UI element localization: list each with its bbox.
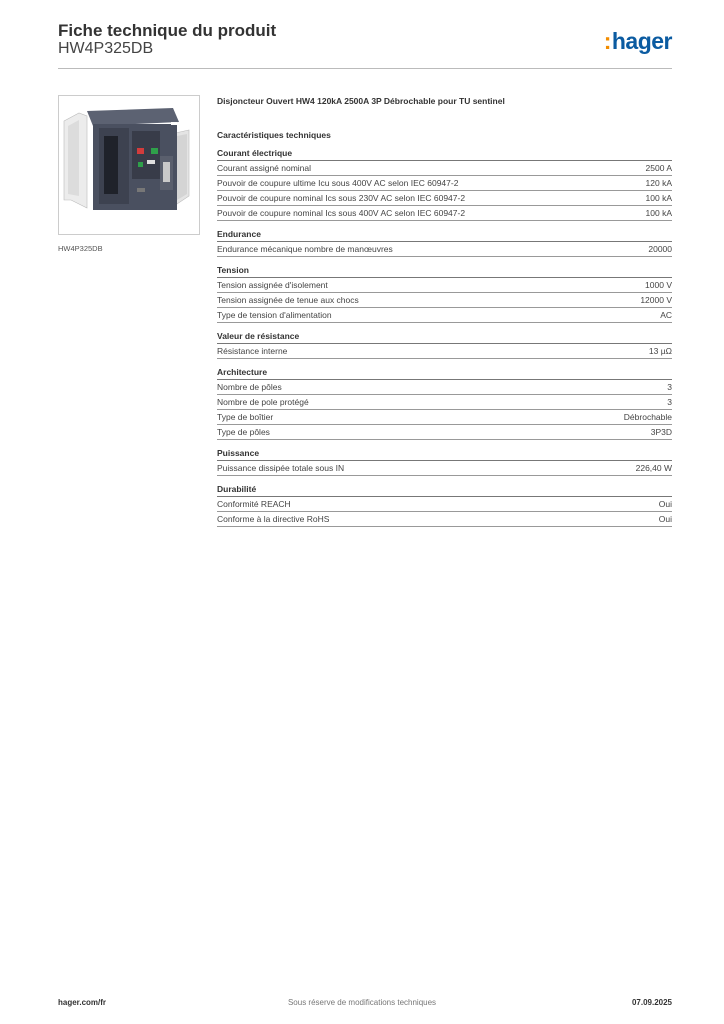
spec-label: Type de pôles bbox=[217, 427, 270, 437]
spec-row bbox=[217, 497, 672, 512]
spec-label: Pouvoir de coupure nominal Ics sous 400V AC selon IEC 60947-2 bbox=[217, 208, 466, 218]
spec-label: Pouvoir de coupure ultime Icu sous 400V AC selon IEC 60947-2 bbox=[217, 178, 459, 188]
spec-group-title: Courant électrique bbox=[217, 148, 672, 161]
spec-value: 100 kA bbox=[645, 208, 672, 218]
spec-group bbox=[217, 148, 672, 221]
circuit-breaker-product-photo-icon bbox=[59, 96, 199, 234]
spec-value: AC bbox=[660, 310, 672, 320]
spec-group-title: Puissance bbox=[217, 448, 672, 461]
spec-row bbox=[217, 206, 672, 221]
spec-row bbox=[217, 191, 672, 206]
spec-label: Type de boîtier bbox=[217, 412, 274, 422]
spec-value: 3P3D bbox=[650, 427, 672, 437]
spec-row bbox=[217, 161, 672, 176]
spec-label: Puissance dissipée totale sous IN bbox=[217, 463, 345, 473]
spec-row bbox=[217, 242, 672, 257]
spec-value: 3 bbox=[667, 397, 672, 407]
spec-group bbox=[217, 265, 672, 323]
spec-row bbox=[217, 461, 672, 476]
header-divider bbox=[58, 68, 672, 69]
spec-value: 1000 V bbox=[645, 280, 672, 290]
hager-logo bbox=[604, 28, 672, 55]
spec-row bbox=[217, 395, 672, 410]
spec-label: Conformité REACH bbox=[217, 499, 291, 509]
spec-row bbox=[217, 344, 672, 359]
product-image bbox=[58, 95, 200, 235]
spec-group-title: Endurance bbox=[217, 229, 672, 242]
spec-content bbox=[217, 96, 672, 527]
spec-label: Nombre de pole protégé bbox=[217, 397, 309, 407]
spec-group-title: Valeur de résistance bbox=[217, 331, 672, 344]
spec-row bbox=[217, 512, 672, 527]
spec-value: Débrochable bbox=[623, 412, 672, 422]
logo-text: hager bbox=[611, 28, 672, 54]
logo-mark-icon: : bbox=[603, 28, 611, 54]
spec-heading: Caractéristiques techniques bbox=[217, 130, 331, 140]
spec-label: Nombre de pôles bbox=[217, 382, 282, 392]
spec-group-title: Durabilité bbox=[217, 484, 672, 497]
spec-group bbox=[217, 367, 672, 440]
spec-row bbox=[217, 308, 672, 323]
spec-label: Courant assigné nominal bbox=[217, 163, 312, 173]
spec-value: 226,40 W bbox=[635, 463, 672, 473]
spec-label: Pouvoir de coupure nominal Ics sous 230V AC selon IEC 60947-2 bbox=[217, 193, 466, 203]
product-description: Disjoncteur Ouvert HW4 120kA 2500A 3P Débrochable pour TU sentinel bbox=[217, 96, 505, 106]
spec-value: Oui bbox=[658, 514, 672, 524]
spec-label: Type de tension d'alimentation bbox=[217, 310, 332, 320]
product-reference: HW4P325DB bbox=[58, 40, 154, 57]
spec-row bbox=[217, 278, 672, 293]
spec-group-title: Architecture bbox=[217, 367, 672, 380]
spec-group bbox=[217, 331, 672, 359]
spec-row bbox=[217, 425, 672, 440]
spec-group-title: Tension bbox=[217, 265, 672, 278]
product-image-caption: HW4P325DB bbox=[58, 244, 103, 253]
footer-website: hager.com/fr bbox=[58, 998, 107, 1007]
page-title: Fiche technique du produit bbox=[58, 21, 277, 40]
spec-row bbox=[217, 410, 672, 425]
spec-label: Résistance interne bbox=[217, 346, 288, 356]
spec-label: Tension assignée de tenue aux chocs bbox=[217, 295, 359, 305]
spec-label: Endurance mécanique nombre de manœuvres bbox=[217, 244, 393, 254]
spec-value: Oui bbox=[658, 499, 672, 509]
spec-value: 120 kA bbox=[645, 178, 672, 188]
spec-row bbox=[217, 293, 672, 308]
spec-value: 2500 A bbox=[645, 163, 672, 173]
spec-row bbox=[217, 176, 672, 191]
spec-value: 12000 V bbox=[640, 295, 672, 305]
footer-date: 07.09.2025 bbox=[631, 998, 672, 1007]
spec-value: 13 µΩ bbox=[648, 346, 672, 356]
footer-disclaimer: Sous réserve de modifications techniques bbox=[287, 998, 437, 1007]
spec-label: Conforme à la directive RoHS bbox=[217, 514, 330, 524]
spec-group bbox=[217, 448, 672, 476]
spec-value: 3 bbox=[667, 382, 672, 392]
spec-label: Tension assignée d'isolement bbox=[217, 280, 328, 290]
spec-value: 20000 bbox=[648, 244, 672, 254]
spec-group bbox=[217, 484, 672, 527]
spec-row bbox=[217, 380, 672, 395]
spec-value: 100 kA bbox=[645, 193, 672, 203]
spec-group bbox=[217, 229, 672, 257]
spec-groups bbox=[217, 148, 672, 527]
